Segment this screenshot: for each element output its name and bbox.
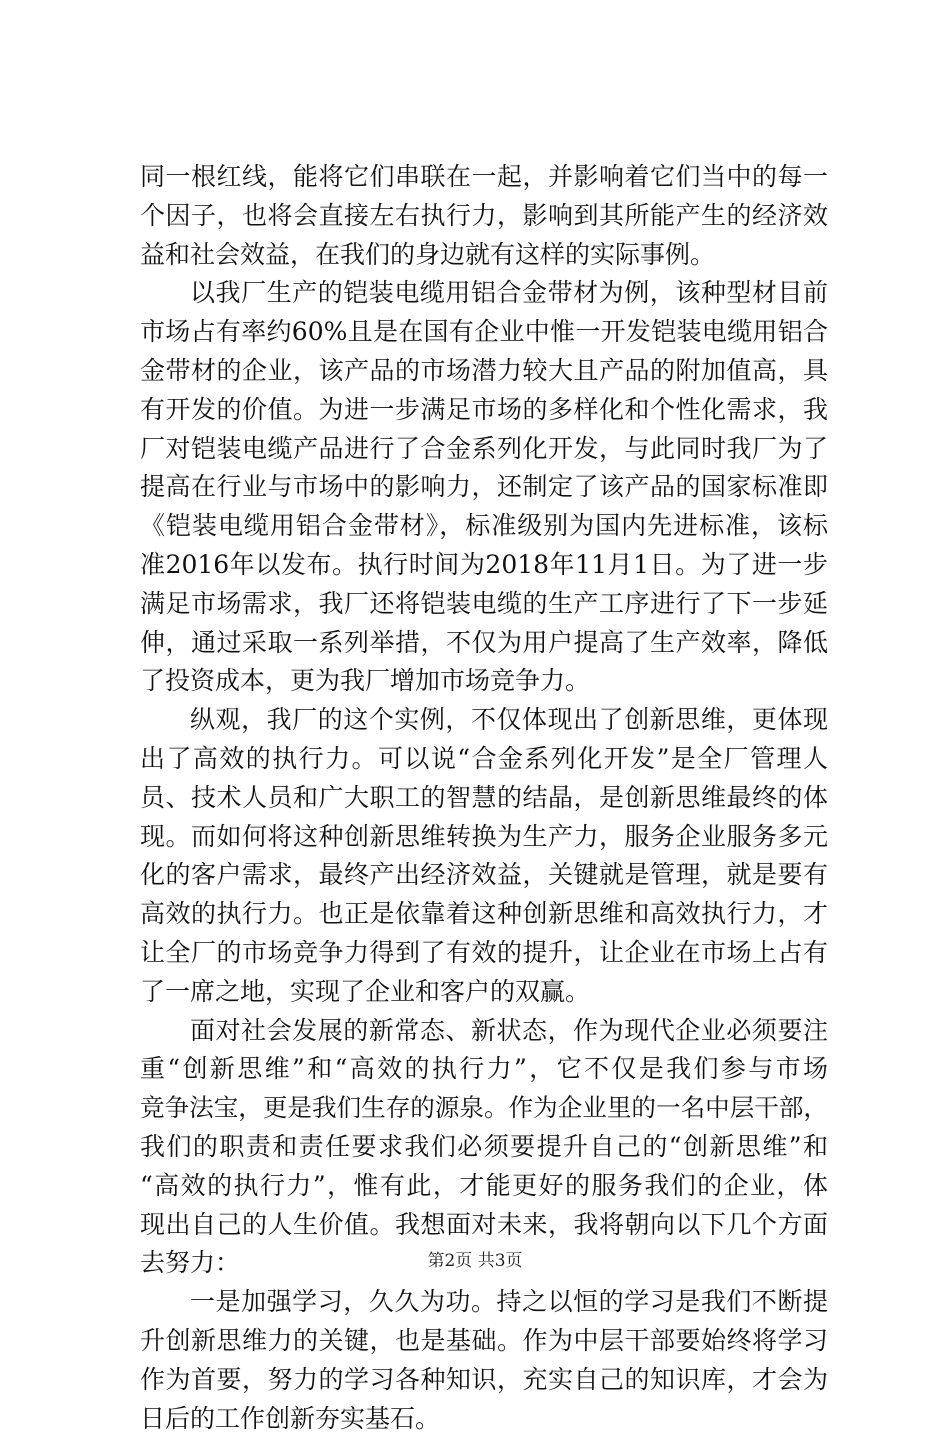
- text-line: 我们的职责和责任要求我们必须要提升自己的“创新思维”和: [140, 1128, 828, 1167]
- text-line: 作为首要，努力的学习各种知识，充实自己的知识库，才会为: [140, 1361, 828, 1400]
- text-line: 出了高效的执行力。可以说“合金系列化开发”是全厂管理人: [140, 740, 828, 779]
- text-line: 《铠装电缆用铝合金带材》，标准级别为国内先进标准，该标: [140, 507, 828, 546]
- paragraph: [140, 158, 828, 274]
- paragraph: [140, 701, 828, 1011]
- text-line: 了投资成本，更为我厂增加市场竞争力。: [140, 662, 828, 701]
- page-footer: [0, 1250, 950, 1272]
- text-line: 重“创新思维”和“高效的执行力”，它不仅是我们参与市场: [140, 1050, 828, 1089]
- paragraph: [140, 274, 828, 701]
- text-line: 化的客户需求，最终产出经济效益，关键就是管理，就是要有: [140, 856, 828, 895]
- text-line: 满足市场需求，我厂还将铠装电缆的生产工序进行了下一步延: [140, 585, 828, 624]
- text-line: 以我厂生产的铠装电缆用铝合金带材为例，该种型材目前: [140, 274, 828, 313]
- text-line: 市场占有率约60%且是在国有企业中惟一开发铠装电缆用铝合: [140, 313, 828, 352]
- body-text: [140, 158, 828, 1438]
- text-line: 提高在行业与市场中的影响力，还制定了该产品的国家标准即: [140, 468, 828, 507]
- text-line: 高效的执行力。也正是依靠着这种创新思维和高效执行力，才: [140, 895, 828, 934]
- text-line: 让全厂的市场竞争力得到了有效的提升，让企业在市场上占有: [140, 934, 828, 973]
- text-line: 个因子，也将会直接左右执行力，影响到其所能产生的经济效: [140, 197, 828, 236]
- text-line: 厂对铠装电缆产品进行了合金系列化开发，与此同时我厂为了: [140, 430, 828, 469]
- text-line: 竞争法宝，更是我们生存的源泉。作为企业里的一名中层干部，: [140, 1089, 828, 1128]
- text-line: 升创新思维力的关键，也是基础。作为中层干部要始终将学习: [140, 1322, 828, 1361]
- text-line: “高效的执行力”，惟有此，才能更好的服务我们的企业，体: [140, 1167, 828, 1206]
- paragraph: [140, 1012, 828, 1284]
- page-number: 第2页 共3页: [427, 1251, 522, 1271]
- text-line: 现出自己的人生价值。我想面对未来，我将朝向以下几个方面: [140, 1206, 828, 1245]
- text-line: 伸，通过采取一系列举措，不仅为用户提高了生产效率，降低: [140, 624, 828, 663]
- text-line: 一是加强学习，久久为功。持之以恒的学习是我们不断提: [140, 1283, 828, 1322]
- text-line: 同一根红线，能将它们串联在一起，并影响着它们当中的每一: [140, 158, 828, 197]
- paragraph: [140, 1283, 828, 1438]
- text-line: 日后的工作创新夯实基石。: [140, 1400, 828, 1438]
- text-line: 金带材的企业，该产品的市场潜力较大且产品的附加值高，具: [140, 352, 828, 391]
- text-line: 员、技术人员和广大职工的智慧的结晶，是创新思维最终的体: [140, 779, 828, 818]
- text-line: 纵观，我厂的这个实例，不仅体现出了创新思维，更体现: [140, 701, 828, 740]
- text-line: 益和社会效益，在我们的身边就有这样的实际事例。: [140, 236, 828, 275]
- text-line: 去努力：: [140, 1244, 828, 1283]
- text-line: 有开发的价值。为进一步满足市场的多样化和个性化需求，我: [140, 391, 828, 430]
- text-line: 了一席之地，实现了企业和客户的双赢。: [140, 973, 828, 1012]
- text-line: 面对社会发展的新常态、新状态，作为现代企业必须要注: [140, 1012, 828, 1051]
- text-line: 准2016年以发布。执行时间为2018年11月1日。为了进一步: [140, 546, 828, 585]
- text-line: 现。而如何将这种创新思维转换为生产力，服务企业服务多元: [140, 818, 828, 857]
